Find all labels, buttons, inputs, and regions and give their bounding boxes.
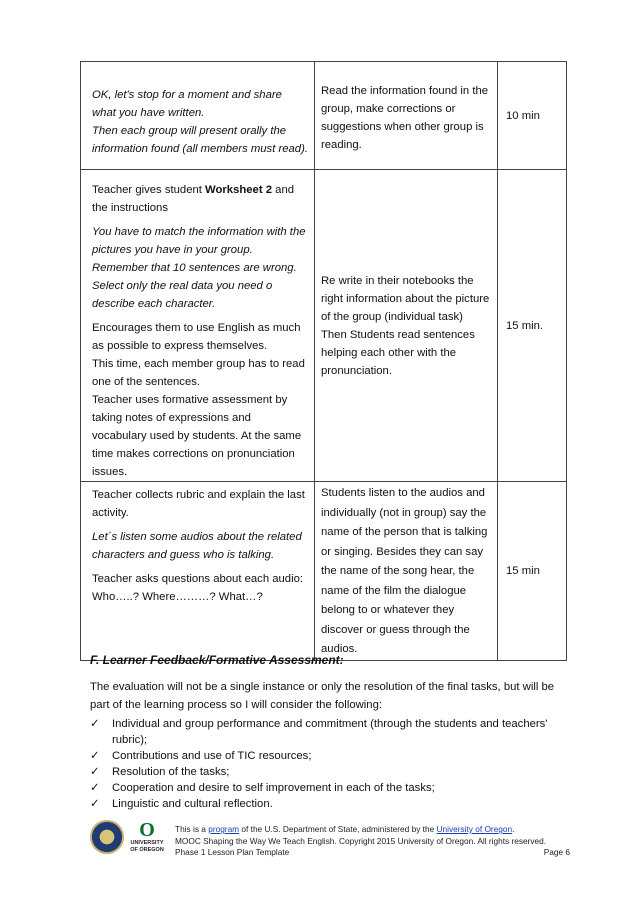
university-of-oregon-logo <box>128 820 166 860</box>
footer-line-1 <box>175 824 570 836</box>
university-link[interactable]: University of Oregon <box>436 824 513 834</box>
teacher-activity-cell <box>81 170 315 482</box>
time-cell <box>498 170 567 482</box>
list-item <box>90 780 580 796</box>
page-footer <box>175 824 570 859</box>
list-item <box>90 716 580 748</box>
list-item <box>90 764 580 780</box>
checklist <box>90 716 580 812</box>
table-row <box>81 482 567 661</box>
list-item-text: Linguistic and cultural reflection. <box>112 798 273 810</box>
section-paragraph: The evaluation will not be a single instance or only the resolution of the final tasks, but will be part of the learning process so I will consider the following: <box>90 681 555 711</box>
list-item <box>90 748 580 764</box>
list-item-text: Cooperation and desire to self improvement in each of the tasks; <box>112 782 435 794</box>
checkmark-icon: ✓ <box>90 766 100 778</box>
teacher-activity-cell <box>81 62 315 170</box>
oregon-o-icon: O <box>139 819 155 841</box>
time-value: 10 min <box>506 109 540 122</box>
checkmark-icon: ✓ <box>90 782 100 794</box>
student-activity: Students listen to the audios and individually (not in group) say the name of the person that is talking or singing. Besides they can say the name of the song hear, the name of the film the dialogue belong to or whatever they discover or guess through the audios. <box>321 487 488 655</box>
student-activity-cell <box>315 170 498 482</box>
checkmark-icon: ✓ <box>90 718 100 730</box>
logo-text: UNIVERSITY OF OREGON <box>130 840 164 853</box>
time-value: 15 min. <box>506 319 544 332</box>
teacher-activity: OK, let's stop for a moment and share what you have written. Then each group will present orally the information found (all members must read). <box>92 89 308 155</box>
template-name: Phase 1 Lesson Plan Template <box>175 847 290 857</box>
student-activity: Read the information found in the group, make corrections or suggestions when other group is reading. <box>321 85 489 151</box>
teacher-activity: Teacher collects rubric and explain the last activity. Let´s listen some audios about the related characters and guess who is talking. Teacher asks questions about each audio: Who…..? Where………? What…? <box>92 489 305 603</box>
page-number: Page 6 <box>543 847 570 857</box>
student-activity: Re write in their notebooks the right information about the picture of the group (individual task) Then Students read sentences helping each other with the pronunciation. <box>321 274 490 377</box>
lesson-table <box>80 61 567 661</box>
time-value: 15 min <box>506 564 540 577</box>
table-row <box>81 62 567 170</box>
footer-text: This is a <box>175 824 209 834</box>
list-item-text: Resolution of the tasks; <box>112 766 230 778</box>
teacher-activity: Teacher gives student Worksheet 2 and the instructions You have to match the information with the pictures you have in your group. Remember that 10 sentences are wrong. Select only the real data you need o describe each character. Encourages them to use English as much as possible to express themselves. This time, each member group has to read one of the sentences. Teacher uses formative assessment by taking notes of expressions and vocabulary used by students. At the same time makes corrections on pronunciation issues. <box>92 184 306 478</box>
footer-text: of the U.S. Department of State, administered by the <box>239 824 437 834</box>
state-department-seal-icon <box>90 820 124 854</box>
list-item-text: Contributions and use of TIC resources; <box>112 750 312 762</box>
list-item-text: Individual and group performance and commitment (through the students and teachers' rubric); <box>112 718 548 746</box>
checkmark-icon: ✓ <box>90 798 100 810</box>
footer-line-3 <box>175 847 570 859</box>
student-activity-cell <box>315 482 498 661</box>
footer-text: . <box>512 824 515 834</box>
checkmark-icon: ✓ <box>90 750 100 762</box>
table-row <box>81 170 567 482</box>
footer-line-2: MOOC Shaping the Way We Teach English. Copyright 2015 University of Oregon. All rights reserved. <box>175 835 547 846</box>
list-item <box>90 796 580 812</box>
student-activity-cell <box>315 62 498 170</box>
teacher-activity-cell <box>81 482 315 661</box>
time-cell <box>498 482 567 661</box>
section-heading: F. Learner Feedback/Formative Assessment: <box>90 653 344 667</box>
program-link[interactable]: program <box>208 824 240 834</box>
time-cell <box>498 62 567 170</box>
